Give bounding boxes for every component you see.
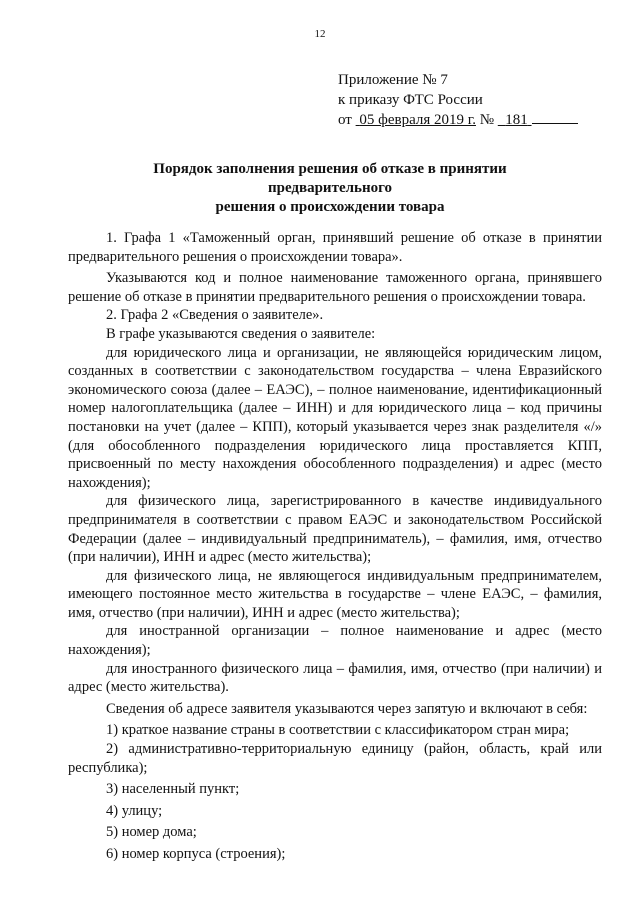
list-item: 3) населенный пункт; <box>106 781 240 798</box>
list-item: 6) номер корпуса (строения); <box>106 846 286 862</box>
paragraph: для физического лица, не являющегося индивидуальным предпринимателем, имеющего постоянное место жительства в государстве – члене ЕАЭС, – фамилия, имя, отчество (при наличии), ИНН и адрес (место жительства); <box>68 567 602 621</box>
appendix-number-label: № <box>479 112 495 128</box>
document-title <box>90 160 570 217</box>
paragraph: В графе указываются сведения о заявителе: <box>106 325 376 342</box>
appendix-header <box>338 70 578 130</box>
paragraph: для физического лица, зарегистрированного в качестве индивидуального предпринимателя в соответствии с правом ЕАЭС и законодательством Российской Федерации (далее – индивидуальный предприниматель), – фамилия, имя, отчество (при наличии), ИНН и адрес (место жительства); <box>68 493 602 566</box>
list-item: 2) административно-территориальную единицу (район, область, край или республика); <box>68 741 602 776</box>
paragraph: 2. Графа 2 «Сведения о заявителе». <box>106 307 324 324</box>
appendix-date-prefix: от <box>338 112 352 128</box>
paragraph: 1. Графа 1 «Таможенный орган, принявший решение об отказе в принятии предварительного решения о происхождении товара». <box>68 230 602 265</box>
paragraph: для иностранного физического лица – фамилия, имя, отчество (при наличии) и адрес (место жительства). <box>68 660 602 696</box>
title-line-1: Порядок заполнения решения об отказе в принятии предварительного <box>153 161 507 196</box>
appendix-number: 181 <box>505 112 528 128</box>
list-item: 5) номер дома; <box>106 824 197 841</box>
list-item: 4) улицу; <box>106 802 163 819</box>
document-body <box>68 229 602 864</box>
title-line-2: решения о происхождении товара <box>215 199 445 215</box>
appendix-date: 05 февраля 2019 г. <box>359 112 476 128</box>
paragraph: Указываются код и полное наименование таможенного органа, принявшего решение об отказе в принятии предварительного решения о происхождении товара. <box>68 270 602 305</box>
list-item: 1) краткое название страны в соответствии с классификатором стран мира; <box>106 722 570 739</box>
paragraph: Сведения об адресе заявителя указываются через запятую и включают в себя: <box>106 700 588 717</box>
paragraph: для иностранной организации – полное наименование и адрес (место нахождения); <box>68 623 602 659</box>
appendix-line-1: Приложение № 7 <box>338 72 448 88</box>
appendix-number-underline <box>532 111 578 124</box>
appendix-line-3 <box>338 110 578 130</box>
page-number: 12 <box>314 28 326 40</box>
appendix-line-2: к приказу ФТС России <box>338 92 483 108</box>
paragraph: для юридического лица и организации, не являющейся юридическим лицом, созданных в соответствии с законодательством государства – члена Евразийского экономического союза (далее – ЕАЭС), – полное наименование, идентификационный номер налогоплательщика (далее – ИНН) и для юридического лица – код причины постановки на учет (далее – КПП), который указывается через знак разделителя «/» (для обособленного подразделения юридического лица проставляется КПП, присвоенный по месту нахождения обособленного подразделения) и адрес (место нахождения); <box>68 344 602 491</box>
